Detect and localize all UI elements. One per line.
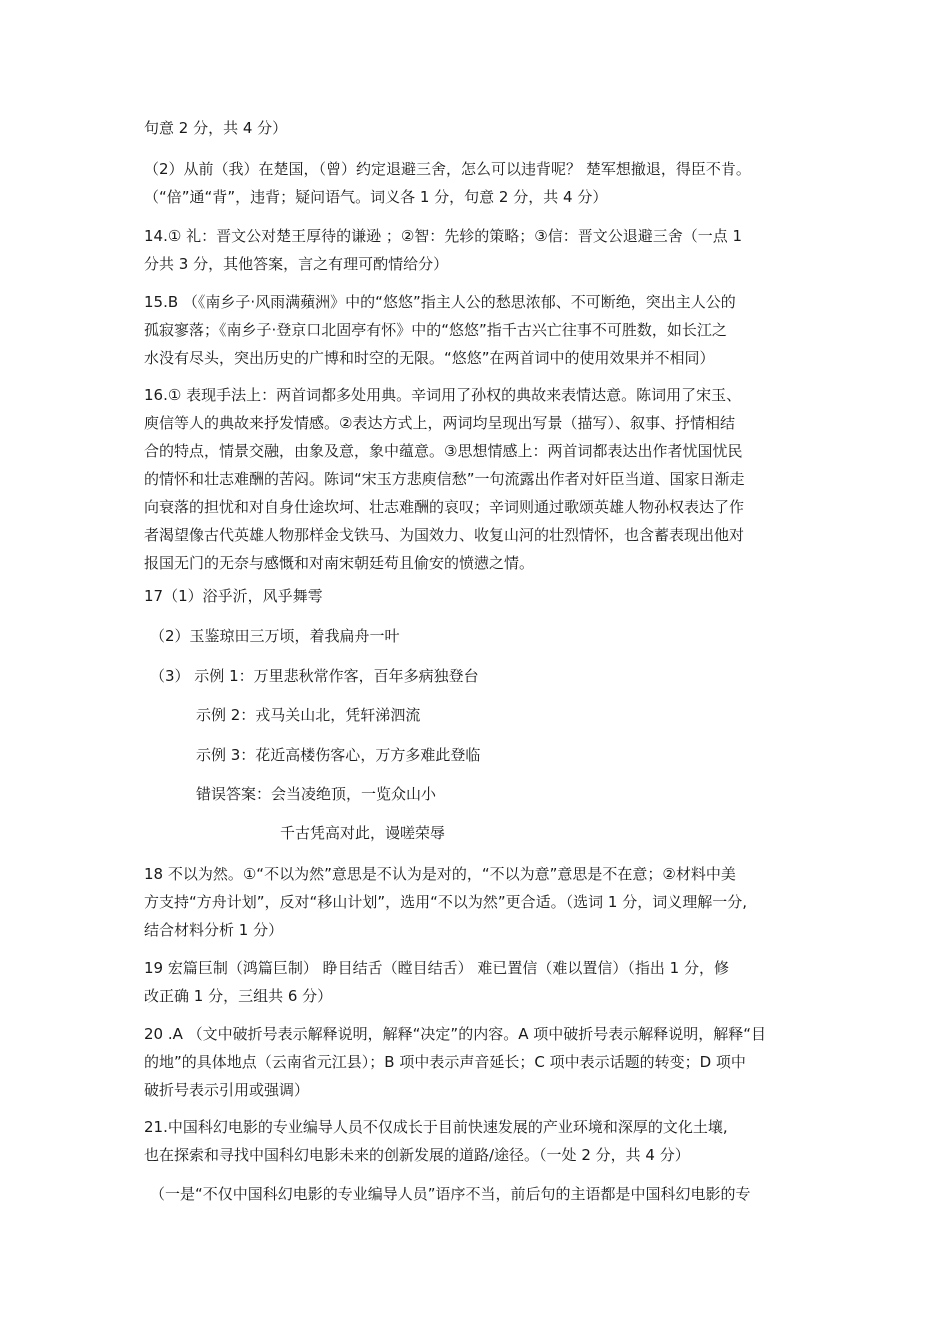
text-line: 向衰落的担忧和对自身仕途坎坷、壮志难酬的哀叹；辛词则通过歌颂英雄人物孙权表达了作 — [144, 498, 745, 516]
q17-2 — [144, 622, 830, 650]
text-line: 报国无门的无奈与感慨和对南宋朝廷苟且偷安的愤懑之情。 — [144, 554, 535, 572]
text-line: 的情怀和壮志难酬的苦闷。陈词“宋玉方悲庾信愁”一句流露出作者对奸臣当道、国家日渐走 — [144, 470, 745, 488]
text-line: 18 不以为然。①“不以为然”意思是不认为是对的，“不以为意”意思是不在意；②材料中美 — [144, 865, 736, 883]
text-line: （2）玉鉴琼田三万顷，着我扁舟一叶 — [150, 627, 400, 645]
text-line: 破折号表示引用或强调） — [144, 1081, 310, 1099]
text-line: 结合材料分析 1 分） — [144, 921, 284, 939]
text-line: （“倍”通“背”，违背；疑问语气。词义各 1 分，句意 2 分，共 4 分） — [144, 188, 608, 206]
text-line: 庾信等人的典故来抒发情感。②表达方式上，两词均呈现出写景（描写）、叙事、抒情相结 — [144, 414, 735, 432]
q15 — [144, 288, 824, 372]
text-line: 错误答案：会当凌绝顶，一览众山小 — [196, 785, 437, 803]
text-line: 句意 2 分，共 4 分） — [144, 119, 288, 137]
q16 — [144, 381, 824, 577]
q13-2 — [144, 155, 824, 211]
text-line: 也在探索和寻找中国科幻电影未来的创新发展的道路/途径。（一处 2 分，共 4 分） — [144, 1146, 690, 1164]
q17-1 — [144, 582, 824, 610]
q14 — [144, 222, 824, 278]
text-line: 分共 3 分，其他答案，言之有理可酌情给分） — [144, 255, 449, 273]
text-line: 水没有尽头，突出历史的广博和时空的无限。“悠悠”在两首词中的使用效果并不相同） — [144, 349, 715, 367]
q18 — [144, 860, 824, 944]
text-line: 方支持“方舟计划”，反对“移山计划”，选用“不以为然”更合适。（选词 1 分，词义理解一分, — [144, 893, 747, 911]
text-line: 示例 3：花近高楼伤客心，万方多难此登临 — [196, 746, 481, 764]
text-line: 20 .A （文中破折号表示解释说明，解释“决定”的内容。A 项中破折号表示解释说明，解释“目 — [144, 1025, 766, 1043]
text-line: 示例 2：戎马关山北，凭轩涕泗流 — [196, 706, 421, 724]
text-line: 千古凭高对此，谩嗟荣辱 — [280, 824, 446, 842]
text-line: 改正确 1 分，三组共 6 分） — [144, 987, 333, 1005]
text-line: 17（1）浴乎沂，风乎舞雩 — [144, 587, 323, 605]
q17-3-wrong — [144, 780, 876, 808]
q20 — [144, 1020, 824, 1104]
text-line: 14.① 礼：晋文公对楚王厚待的谦逊 ；②智：先轸的策略；③信：晋文公退避三舍（一点 1 — [144, 227, 743, 245]
text-line: 16.① 表现手法上：两首词都多处用典。辛词用了孙权的典故来表情达意。陈词用了宋玉、 — [144, 386, 742, 404]
q21 — [144, 1113, 824, 1169]
text-line: 孤寂寥落；《南乡子·登京口北固亭有怀》中的“悠悠”指千古兴亡往事不可胜数，如长江之 — [144, 321, 727, 339]
q13-tail — [144, 114, 824, 142]
text-line: （一是“不仅中国科幻电影的专业编导人员”语序不当，前后句的主语都是中国科幻电影的专 — [150, 1185, 751, 1203]
text-line: 者渴望像古代英雄人物那样金戈铁马、为国效力、收复山河的壮烈情怀，也含蓄表现出他对 — [144, 526, 745, 544]
text-line: （3） 示例 1：万里悲秋常作客，百年多病独登台 — [150, 667, 479, 685]
text-line: 合的特点，情景交融，由象及意，象中蕴意。③思想情感上：两首词都表达出作者忧国忧民 — [144, 442, 743, 460]
q17-3-ex2 — [144, 701, 876, 729]
q17-3 — [144, 662, 830, 690]
q21-note — [144, 1180, 830, 1208]
q17-3-ex3 — [144, 741, 876, 769]
q17-3-wrong2 — [144, 819, 950, 847]
text-line: 15.B （《南乡子·风雨满蘋洲》中的“悠悠”指主人公的愁思浓郁、不可断绝，突出主人公的 — [144, 293, 736, 311]
text-line: 21.中国科幻电影的专业编导人员不仅成长于目前快速发展的产业环境和深厚的文化土壤, — [144, 1118, 728, 1136]
text-line: 19 宏篇巨制（鸿篇巨制） 睁目结舌（瞠目结舌） 难已置信（难以置信）（指出 1 分，修 — [144, 959, 729, 977]
q19 — [144, 954, 824, 1010]
text-line: （2）从前（我）在楚国，（曾）约定退避三舍，怎么可以违背呢？ 楚军想撤退，得臣不肯。 — [144, 160, 751, 178]
text-line: 的地”的具体地点（云南省元江县）；B 项中表示声音延长；C 项中表示话题的转变；D 项中 — [144, 1053, 746, 1071]
